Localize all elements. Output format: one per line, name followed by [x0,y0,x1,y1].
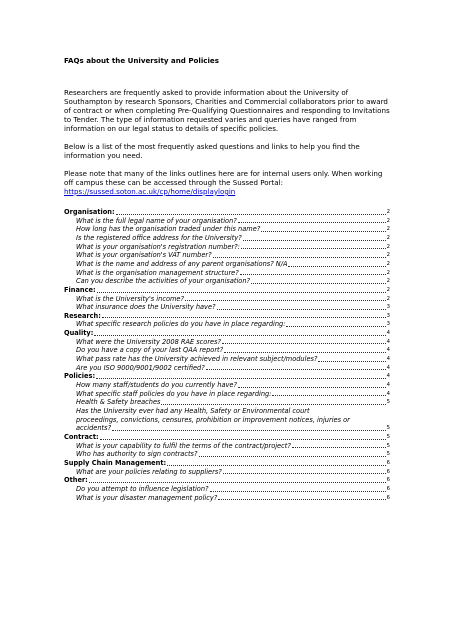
toc-entry-text: Finance: [64,285,96,294]
toc-page-number: 6 [386,459,390,466]
toc-leader [112,429,386,431]
toc-page-number: 5 [386,425,390,432]
toc-leader [100,438,386,440]
toc-entry[interactable] [64,234,390,243]
toc-page-number: 3 [386,312,390,319]
toc-entry[interactable] [64,295,390,304]
toc-leader [96,377,386,379]
toc-entry[interactable] [64,251,390,260]
toc-entry-line: Has the University ever had any Health, Safety or Environmental court [76,407,310,416]
toc-page-number: 5 [386,399,390,406]
toc-section-heading[interactable] [64,372,390,381]
toc-page-number: 5 [386,434,390,440]
toc-leader [116,213,386,215]
toc-leader [288,265,385,267]
toc-page-number: 3 [386,321,390,328]
toc-page-number: 3 [386,304,390,311]
toc-entry-text: What is your capability to fulfil the terms of the contract/project? [76,441,291,450]
toc-entry-multiline[interactable] [64,407,390,433]
toc-entry-text: Other: [64,476,88,485]
internal-links-text: Please note that many of the links outlines here are for internal users only. When working off campus these can be accessed through the Sussed Portal: [64,168,383,187]
toc-page-number: 5 [386,442,390,449]
toc-entry-text: What insurance does the University have? [76,303,216,312]
toc-leader [243,239,386,241]
toc-leader [167,464,385,466]
toc-page-number: 6 [386,494,390,501]
toc-leader [206,368,386,370]
toc-entry-text: What is the full legal name of your organisation? [76,216,237,225]
toc-entry-text: Can you describe the activities of your organisation? [76,277,251,286]
toc-section-heading[interactable] [64,476,390,485]
toc-page-number: 6 [386,468,390,475]
toc-entry[interactable] [64,364,390,373]
toc-page-number: 2 [386,226,390,233]
toc-section-heading[interactable] [64,312,390,321]
toc-leader [272,394,385,396]
toc-leader [199,455,386,457]
document-title: FAQs about the University and Policies [64,56,219,65]
toc-entry-text: What is your organisation's VAT number? [76,251,212,260]
toc-entry-text: Policies: [64,372,96,381]
toc-leader [213,256,386,258]
toc-leader [223,472,386,474]
toc-page-number: 4 [386,373,390,380]
list-intro-paragraph: Below is a list of the most frequently asked questions and links to help you find the information you need. [64,141,360,161]
toc-entry-text: How long has the organisation traded under this name? [76,225,261,234]
toc-leader [185,299,386,301]
toc-leader [210,490,386,492]
toc-page-number: 2 [386,260,390,267]
toc-entry[interactable] [64,338,390,347]
toc-page-number: 4 [386,356,390,363]
toc-page-number: 2 [386,243,390,250]
toc-page-number: 6 [386,485,390,492]
toc-section-heading[interactable] [64,208,390,217]
toc-leader [222,342,386,344]
toc-leader [318,360,385,362]
toc-leader [261,230,385,232]
toc-entry-text: What is your organisation's registration number?: [76,242,240,251]
toc-entry-text: What is the organisation management structure? [76,268,239,277]
sussed-portal-link[interactable]: https://sussed.soton.ac.uk/cp/home/displaylogin [64,186,236,196]
toc-entry-text: What is the University's income? [76,294,184,303]
toc-entry[interactable] [64,450,390,459]
toc-entry-text: Quality: [64,329,94,338]
toc-page-number: 2 [386,234,390,241]
intro-paragraph: Researchers are frequently asked to provide information about the University of Southampton by research Sponsors, Charities and Commercial collaborators prior to award of contract or when completing Pre-Qualifying Questionnaires and responding to Invitations to Tender. The type of information requested varies and queries have ranged from information on our legal status to details of specific policies. [64,88,390,134]
toc-entry[interactable] [64,260,390,269]
toc-entry[interactable] [64,277,390,286]
toc-entry[interactable] [64,398,390,407]
toc-page-number: 4 [386,330,390,337]
toc-leader [286,325,385,327]
toc-page-number: 2 [386,252,390,259]
toc-leader [241,247,386,249]
toc-leader [224,351,385,353]
toc-entry-text: What were the University 2008 RAE scores? [76,337,222,346]
toc-entry-line: proceedings, convictions, censures, prohibition or improvement notices, injuries or [76,415,350,424]
toc-leader [240,273,386,275]
toc-entry[interactable] [64,442,390,451]
toc-page-number: 4 [386,364,390,371]
toc-entry[interactable] [64,390,390,399]
toc-entry-text: What specific research policies do you have in place regarding: [76,320,286,329]
toc-entry-text: Who has authority to sign contracts? [76,450,198,459]
toc-entry-text: Health & Safety breaches [76,398,161,407]
toc-section-heading[interactable] [64,459,390,468]
toc-section-heading[interactable] [64,433,390,442]
toc-entry-text: What is your disaster management policy? [76,493,218,502]
toc-leader [97,291,386,293]
toc-leader [161,403,385,405]
toc-entry-text: Organisation: [64,207,115,216]
toc-entry-text: Is the registered office address for the University? [76,233,242,242]
toc-entry-text: What is the name and address of any parent organisations? N/A [76,259,288,268]
toc-entry[interactable] [64,225,390,234]
toc-leader [94,334,385,336]
toc-page-number: 2 [386,286,390,293]
toc-page-number: 5 [386,451,390,458]
toc-entry-text: Supply Chain Management: [64,458,167,467]
internal-links-paragraph [64,169,390,196]
toc-page-number: 4 [386,338,390,345]
toc-entry[interactable] [64,485,390,494]
toc-entry-text: Contract: [64,433,99,441]
toc-entry[interactable] [64,346,390,355]
toc-entry[interactable] [64,355,390,364]
toc-entry-line: accidents? [76,424,112,433]
toc-entry[interactable] [64,269,390,278]
toc-entry[interactable] [64,320,390,329]
toc-page-number: 2 [386,295,390,302]
toc-leader [251,282,386,284]
toc-leader [292,446,386,448]
toc-entry-text: What pass rate has the University achieved in relevant subject/modules? [76,355,318,364]
toc-entry[interactable] [64,243,390,252]
toc-page-number: 2 [386,208,390,215]
document-page [64,56,390,502]
toc-section-heading[interactable] [64,329,390,338]
toc-page-number: 2 [386,278,390,285]
toc-entry[interactable] [64,468,390,477]
toc-leader [217,308,386,310]
toc-entry-text: What are your policies relating to suppliers? [76,467,222,476]
toc-entry-text: Research: [64,311,101,320]
toc-leader [238,386,386,388]
toc-entry[interactable] [64,494,390,503]
table-of-contents [64,208,390,502]
toc-page-number: 4 [386,347,390,354]
toc-leader [102,316,386,318]
toc-section-heading[interactable] [64,286,390,295]
toc-entry[interactable] [64,381,390,390]
toc-page-number: 2 [386,269,390,276]
toc-entry-text: Are you ISO 9000/9001/9002 certified? [76,363,205,372]
toc-leader [218,498,385,500]
toc-page-number: 2 [386,217,390,224]
toc-page-number: 6 [386,477,390,484]
toc-leader [238,221,386,223]
toc-entry-text: What specific staff policies do you have in place regarding: [76,389,272,398]
toc-entry[interactable] [64,217,390,226]
toc-entry[interactable] [64,303,390,312]
toc-page-number: 4 [386,382,390,389]
toc-entry-text: Do you attempt to influence legislation? [76,484,209,493]
toc-page-number: 4 [386,390,390,397]
toc-leader [89,481,386,483]
toc-entry-text: How many staff/students do you currently have? [76,381,237,390]
toc-entry-text: Do you have a copy of your last QAA report? [76,346,224,355]
